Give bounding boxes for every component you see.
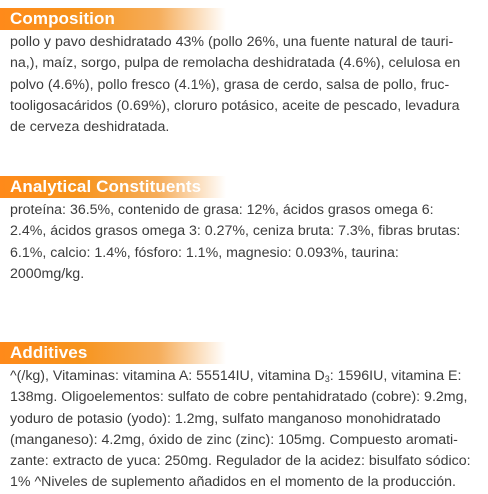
additives-line: zante: extracto de yuca: 250mg. Regulador de la acidez: bisulfato sódico: xyxy=(10,453,471,470)
additives-line xyxy=(10,366,480,387)
analytical-section xyxy=(0,176,488,285)
composition-header: Composition xyxy=(0,8,226,30)
analytical-line: proteína: 36.5%, contenido de grasa: 12%, ácidos grasos omega 6: xyxy=(10,202,434,218)
composition-line: na,), maíz, sorgo, pulpa de remolacha deshidratada (4.6%), celulosa en xyxy=(10,55,461,72)
composition-line: de cerveza deshidratada. xyxy=(10,119,170,136)
composition-line: polvo (4.6%), pollo fresco (4.1%), grasa de cerdo, salsa de pollo, fruc- xyxy=(10,76,450,93)
additives-line: (manganeso): 4.2mg, óxido de zinc (zinc): 105mg. Compuesto aromati- xyxy=(10,431,458,448)
composition-line: tooligosacáridos (0.69%), cloruro potásico, aceite de pescado, levadura xyxy=(10,97,460,114)
additives-line-part: ^(/kg), Vitaminas: vitamina A: 55514IU, vitamina D xyxy=(10,368,325,384)
subscript-3: 3 xyxy=(324,374,330,384)
composition-text xyxy=(10,32,480,138)
additives-line: 1% ^Niveles de suplemento añadidos en el momento de la producción. xyxy=(10,474,456,491)
analytical-line: 2000mg/kg. xyxy=(10,265,85,282)
additives-header: Additives xyxy=(0,342,226,364)
analytical-text xyxy=(10,200,480,285)
additives-line: 138mg. Oligoelementos: sulfato de cobre pentahidratado (cobre): 9.2mg, xyxy=(10,389,468,406)
composition-section xyxy=(0,8,488,138)
analytical-line: 6.1%, calcio: 1.4%, fósforo: 1.1%, magnesio: 0.093%, taurina: xyxy=(10,244,399,261)
additives-text xyxy=(10,366,480,494)
analytical-header: Analytical Constituents xyxy=(0,176,226,198)
additives-line-part: : 1596IU, vitamina E: xyxy=(329,368,462,384)
composition-line: pollo y pavo deshidratado 43% (pollo 26%, una fuente natural de tauri- xyxy=(10,34,454,50)
analytical-line: 2.4%, ácidos grasos omega 3: 0.27%, ceniza bruta: 7.3%, fibras brutas: xyxy=(10,223,461,240)
additives-line: yoduro de potasio (yodo): 1.2mg, sulfato manganoso monohidratado xyxy=(10,410,441,427)
additives-section xyxy=(0,342,488,494)
